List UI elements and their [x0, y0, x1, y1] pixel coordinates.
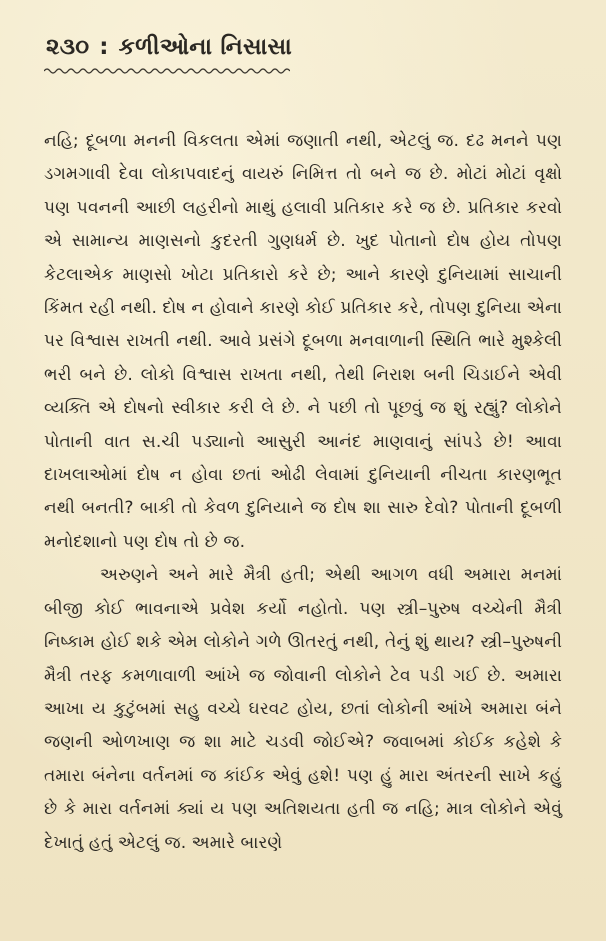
paragraph-2: અરુણને અને મારે મૈત્રી હતી; એથી આગળ વધી અમારા મનમાં બીજી કોઈ ભાવનાએ પ્રવેશ કર્યો નહોતો. પણ સ્ત્રી–પુરુષ વચ્ચેની મૈત્રી નિષ્કામ હોઈ શકે એમ લોકોને ગળે ઊતરતું નથી, તેનું શું થાય? સ્ત્રી–પુરુષની મૈત્રી તરફ કમળાવાળી આંખે જ જોવાની લોકોને ટેવ પડી ગઈ છે. અમારા આખા ય કુટુંબમાં સહુ વચ્ચે ઘરવટ હોય, છતાં લોકોની આંખે અમારા બંને જણની ઓળખાણ જ શા માટે ચડવી જોઈએ? જવાબમાં કોઈક કહેશે કે તમારા બંનેના વર્તનમાં જ કાંઈક એવું હશે! પણ હું મારા અંતરની સાખે કહું છે કે મારા વર્તનમાં ક્યાં ય પણ અતિશયતા હતી જ નહિ; માત્ર લોકોને એવું દેખાતું હતું એટલું જ. અમારે બારણે	[44, 565, 562, 853]
header-separator: :	[99, 34, 109, 60]
paragraph-1: નહિ; દૂબળા મનની વિકલતા એમાં જણાતી નથી, એટલું જ. દઢ મનને પણ ડગમગાવી દેવા લોકાપવાદનું વાયરું નિમિત્ત તો બને જ છે. મોટાં મોટાં વૃક્ષો પણ પવનની આછી લહરીનો માથું હલાવી પ્રતિકાર કરે જ છે. પ્રતિકાર કરવો એ સામાન્ય માણસનો કુદરતી ગુણધર્મ છે. ખુદ પોતાનો દોષ હોય તોપણ કેટલાએક માણસો ખોટા પ્રતિકારો કરે છે; આને કારણે દુનિયામાં સાચાની કિંમત રહી નથી. દોષ ન હોવાને કારણે કોઈ પ્રતિકાર કરે, તોપણ દુનિયા એના પર વિશ્વાસ રાખતી નથી. આવે પ્રસંગે દૂબળા મનવાળાની સ્થિતિ ભારે મુશ્કેલી ભરી બને છે. લોકો વિશ્વાસ રાખતા નથી, તેથી નિરાશ બની ચિડાઈને એવી વ્યક્તિ એ દોષનો સ્વીકાર કરી લે છે. ને પછી તો પૂછવું જ શું રહ્યું? લોકોને પોતાની વાત સ.ચી પડ્યાનો આસુરી આનંદ માણવાનું સાંપડે છે! આવા દાખલાઓમાં દોષ ન હોવા છતાં ઓઢી લેવામાં દુનિયાની નીચતા કારણભૂત નથી બનતી? બાકી તો કેવળ દુનિયાને જ દોષ શા સારુ દેવો? પોતાની દૂબળી મનોદશાનો પણ દોષ તો છે જ.	[44, 131, 562, 552]
body-text	[44, 125, 562, 860]
page-number: ૨૩૦	[46, 34, 90, 60]
wavy-underline	[44, 67, 290, 75]
page-header	[46, 34, 562, 60]
chapter-title: કળીઓના નિસાસા	[118, 34, 292, 60]
